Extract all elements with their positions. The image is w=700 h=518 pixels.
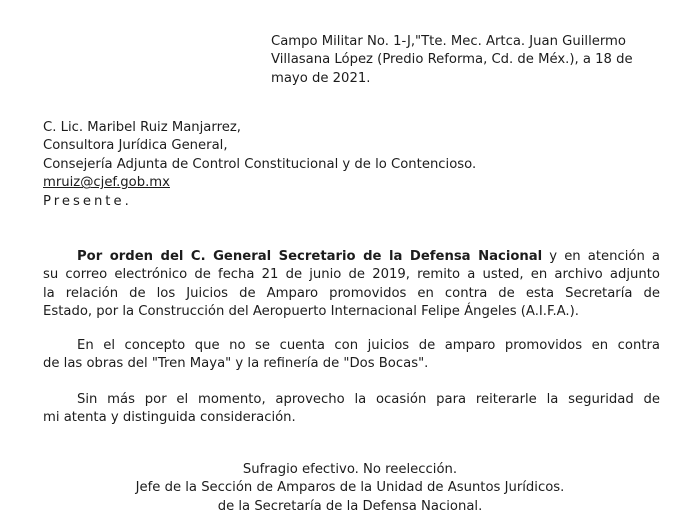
- signature-line: Jefe de la Sección de Amparos de la Unidad de Asuntos Jurídicos.: [135, 480, 565, 496]
- bold-lead-text: Por orden del C. General Secretario de la Defensa Nacional: [77, 249, 543, 264]
- body-paragraph-3: [43, 391, 660, 428]
- place-date-line: Campo Militar No. 1-J,"Tte. Mec. Artca. Juan Guillermo: [271, 34, 626, 49]
- signature-line: de la Secretaría de la Defensa Nacional.: [217, 498, 483, 514]
- paragraph-line: [43, 248, 660, 266]
- paragraph-line: Estado, por la Construcción del Aeropuerto Internacional Felipe Ángeles (A.I.F.A.).: [43, 304, 579, 320]
- body-paragraph-2: [43, 337, 660, 374]
- paragraph-line: Sin más por el momento, aprovecho la ocasión para reiterarle la seguridad de: [77, 392, 660, 407]
- recipient-email-link[interactable]: mruiz@cjef.gob.mx: [43, 175, 170, 191]
- signature-line: Sufragio efectivo. No reelección.: [242, 462, 458, 477]
- recipient-role: Consultora Jurídica General,: [43, 138, 228, 154]
- recipient-name: C. Lic. Maribel Ruiz Manjarrez,: [43, 120, 241, 135]
- paragraph-line: mi atenta y distinguida consideración.: [43, 410, 296, 426]
- paragraph-text: y en atención a: [542, 249, 660, 264]
- recipient-block: [43, 119, 476, 211]
- paragraph-line: su correo electrónico de fecha 21 de junio de 2019, remito a usted, en archivo adjunto: [43, 267, 660, 283]
- recipient-office: Consejería Adjunta de Control Constitucional y de lo Contencioso.: [43, 156, 477, 172]
- paragraph-line: En el concepto que no se cuenta con juicios de amparo promovidos en contra: [77, 338, 660, 353]
- greeting: Presente.: [43, 193, 132, 209]
- place-date-line: mayo de 2021.: [271, 70, 371, 86]
- place-date-line: Villasana López (Predio Reforma, Cd. de Méx.), a 18 de: [271, 52, 633, 68]
- paragraph-line: de las obras del "Tren Maya" y la refinería de "Dos Bocas".: [43, 356, 429, 372]
- place-date-block: [271, 33, 633, 88]
- signature-block: [0, 461, 700, 516]
- body-paragraph-1: [43, 248, 660, 322]
- paragraph-line: la relación de los Juicios de Amparo promovidos en contra de esta Secretaría de: [43, 285, 660, 301]
